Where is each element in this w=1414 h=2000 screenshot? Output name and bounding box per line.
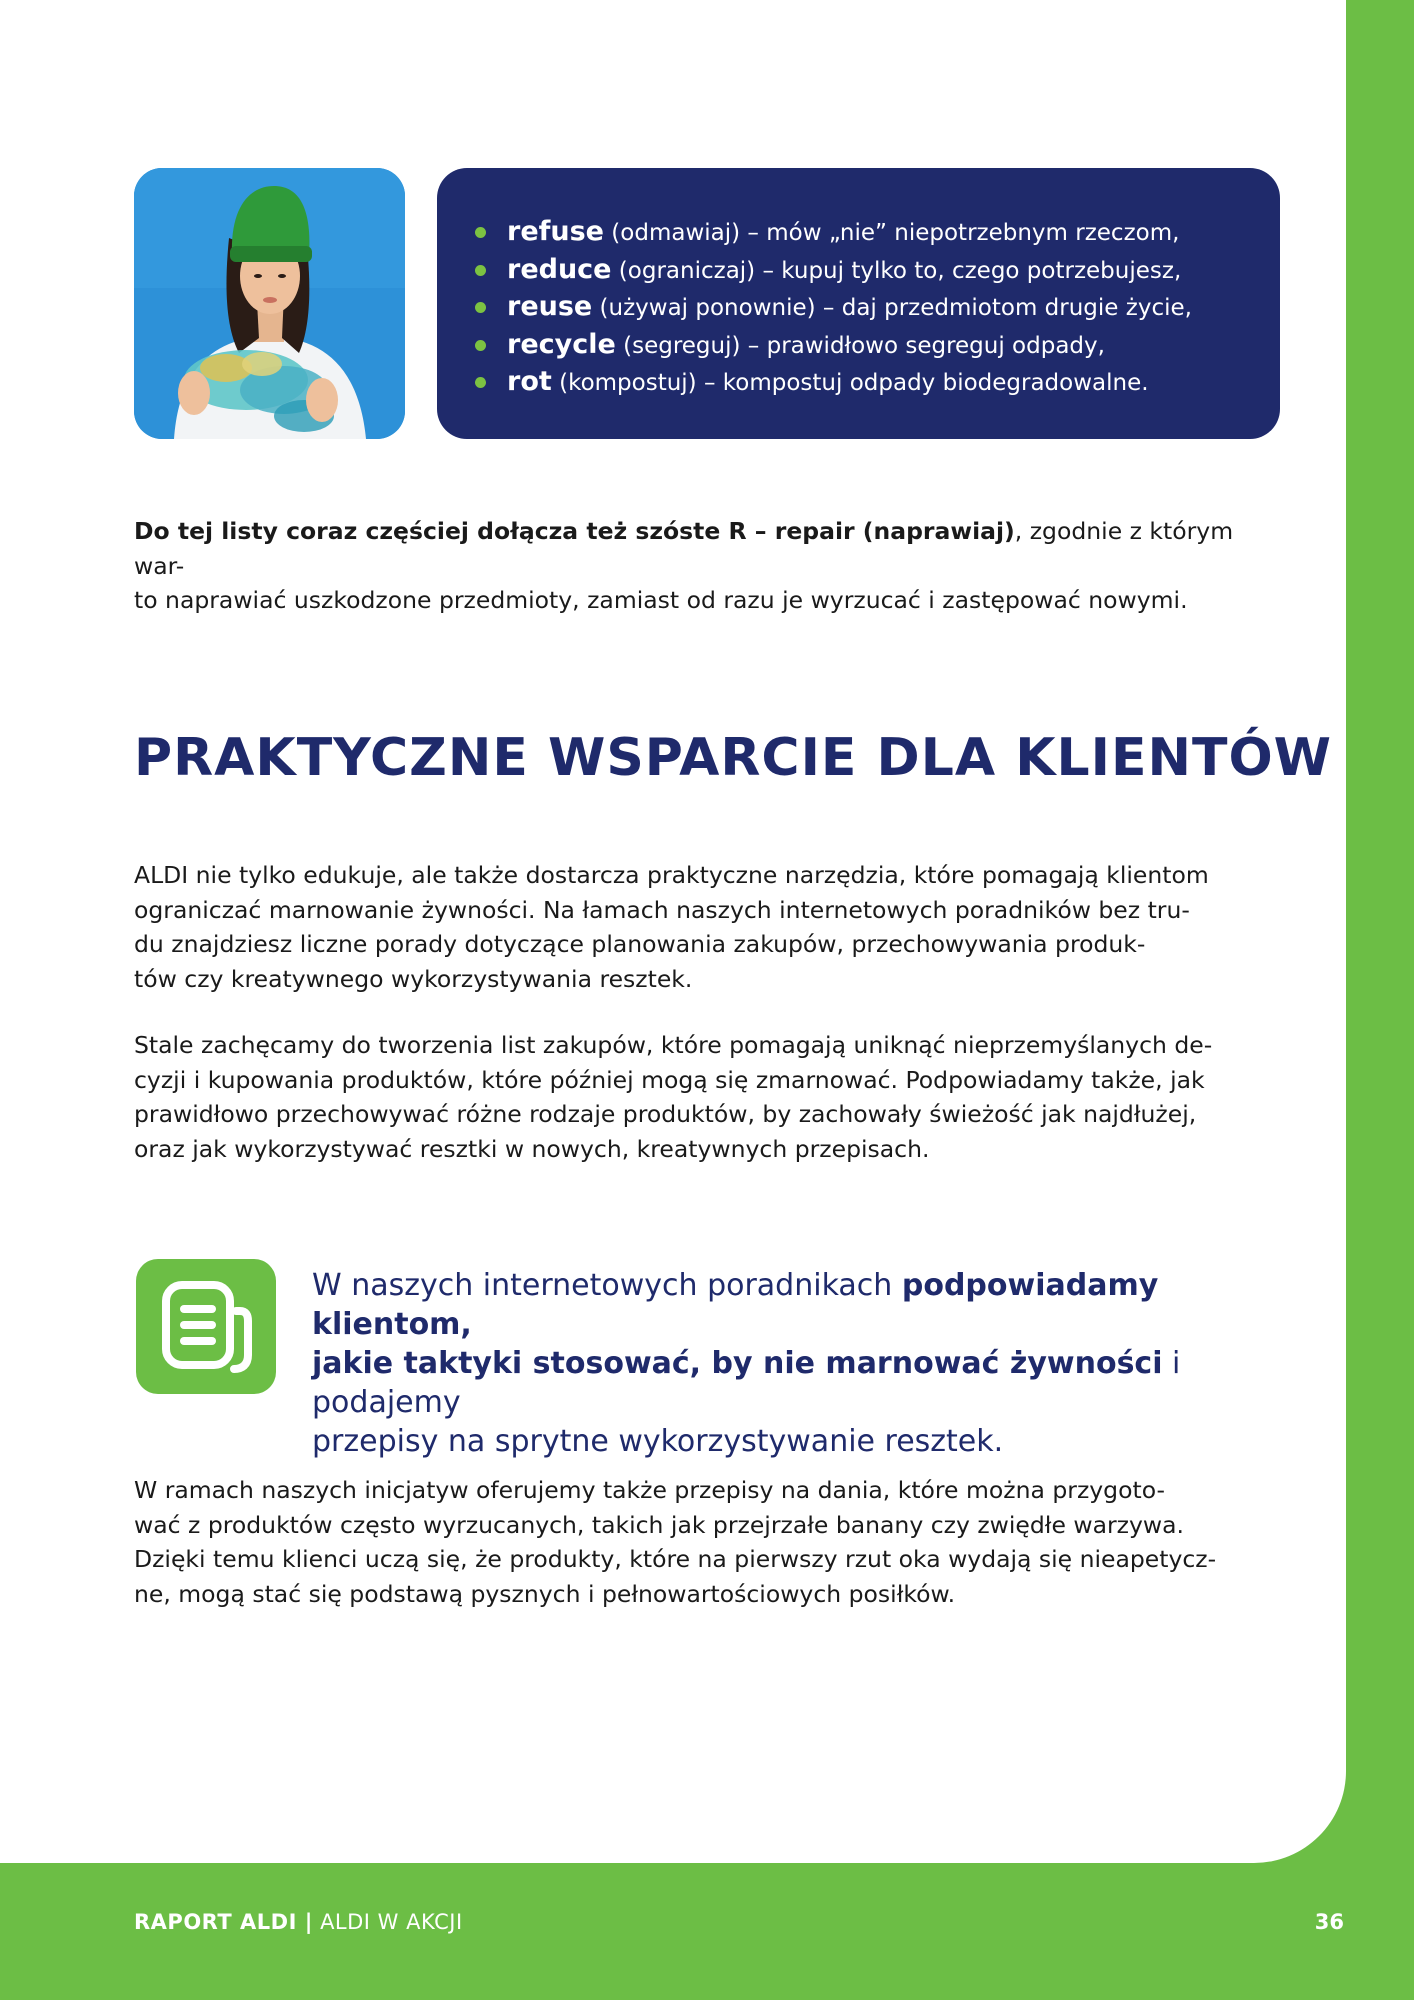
list-item [473, 327, 1273, 365]
repair-paragraph [134, 514, 1284, 618]
paragraph-line: du znajdziesz liczne porady dotyczące planowania zakupów, przechowywania produk- [134, 930, 1146, 958]
paragraph-line: prawidłowo przechowywać różne rodzaje produktów, by zachowały świeżość jak najdłużej, [134, 1100, 1197, 1128]
r-description: (segreguj) – prawidłowo segreguj odpady, [615, 332, 1105, 359]
footer-report-label [134, 1910, 463, 1934]
r-description: (odmawiaj) – mów „nie” niepotrzebnym rzeczom, [603, 220, 1180, 246]
document-icon [136, 1259, 276, 1394]
bullet-icon [475, 340, 486, 351]
section-heading: PRAKTYCZNE WSPARCIE DLA KLIENTÓW [134, 728, 1333, 788]
aldi-tools-paragraph [134, 858, 1284, 996]
paragraph-line [134, 514, 1284, 583]
tip-bold-part: jakie taktyki stosować, by nie marnować żywności [312, 1346, 1163, 1381]
woman-with-plastic-photo [134, 168, 405, 439]
r-description: (używaj ponownie) – daj przedmiotom drugie życie, [592, 295, 1192, 321]
repair-rest-text: , zgodnie z którym war- [134, 517, 1234, 580]
list-item [473, 364, 1273, 402]
tip-line [312, 1266, 1292, 1344]
tip-text-part: i podajemy [312, 1346, 1181, 1420]
repair-bold-text: Do tej listy coraz częściej dołącza też szóste R – repair (naprawiaj) [134, 517, 1015, 545]
list-item [473, 289, 1273, 327]
bullet-icon [475, 265, 486, 276]
photo-illustration [134, 168, 405, 439]
shopping-lists-paragraph [134, 1028, 1284, 1166]
paragraph-line: tów czy kreatywnego wykorzystywania resztek. [134, 964, 693, 993]
paragraph-line: oraz jak wykorzystywać resztki w nowych, kreatywnych przepisach. [134, 1134, 930, 1163]
document-icon-graphic [136, 1259, 276, 1394]
list-item [473, 252, 1273, 290]
paragraph-line: to naprawiać uszkodzone przedmioty, zamiast od razu je wyrzucać i zastępować nowymi. [134, 586, 1188, 614]
paragraph-line: cyzji i kupowania produktów, które później mogą się zmarnować. Podpowiadamy także, jak [134, 1065, 1205, 1094]
r-keyword: recycle [507, 328, 616, 360]
r-keyword: reuse [507, 291, 593, 322]
paragraph-line: ograniczać marnowanie żywności. Na łamach naszych internetowych poradników bez tru- [134, 895, 1190, 924]
recipes-paragraph [134, 1473, 1284, 1611]
tip-callout [312, 1266, 1292, 1461]
tip-bold-part: podpowiadamy klientom, [312, 1268, 1159, 1342]
paragraph-line: ne, mogą stać się podstawą pysznych i pełnowartościowych posiłków. [134, 1579, 956, 1608]
tip-line [312, 1344, 1292, 1422]
paragraph-line: Stale zachęcamy do tworzenia list zakupów, które pomagają uniknąć nieprzemyślanych de- [134, 1031, 1213, 1059]
r-keyword: refuse [507, 216, 604, 247]
tip-line: przepisy na sprytne wykorzystywanie resztek. [312, 1424, 1004, 1459]
five-r-box [437, 168, 1280, 439]
report-title: RAPORT ALDI | [134, 1910, 313, 1934]
bullet-icon [475, 377, 486, 388]
r-keyword: reduce [507, 253, 612, 285]
five-r-list [473, 214, 1273, 402]
paragraph-line: wać z produktów często wyrzucanych, takich jak przejrzałe banany czy zwiędłe warzywa. [134, 1510, 1185, 1539]
list-item [473, 214, 1273, 252]
paragraph-line: W ramach naszych inicjatyw oferujemy także przepisy na dania, które można przygoto- [134, 1476, 1165, 1504]
paragraph-line: Dzięki temu klienci uczą się, że produkty, które na pierwszy rzut oka wydają się nieapetycz- [134, 1545, 1217, 1573]
bullet-icon [475, 302, 486, 313]
bullet-icon [475, 227, 486, 238]
r-description: (ograniczaj) – kupuj tylko to, czego potrzebujesz, [611, 257, 1182, 284]
tip-text-part: W naszych internetowych poradnikach [312, 1268, 902, 1303]
paragraph-line: ALDI nie tylko edukuje, ale także dostarcza praktyczne narzędzia, które pomagają klientom [134, 861, 1209, 889]
page-number: 36 [1314, 1910, 1344, 1934]
section-title: ALDI W AKCJI [312, 1910, 463, 1934]
r-keyword: rot [507, 366, 552, 397]
r-description: (kompostuj) – kompostuj odpady biodegradowalne. [551, 370, 1149, 396]
